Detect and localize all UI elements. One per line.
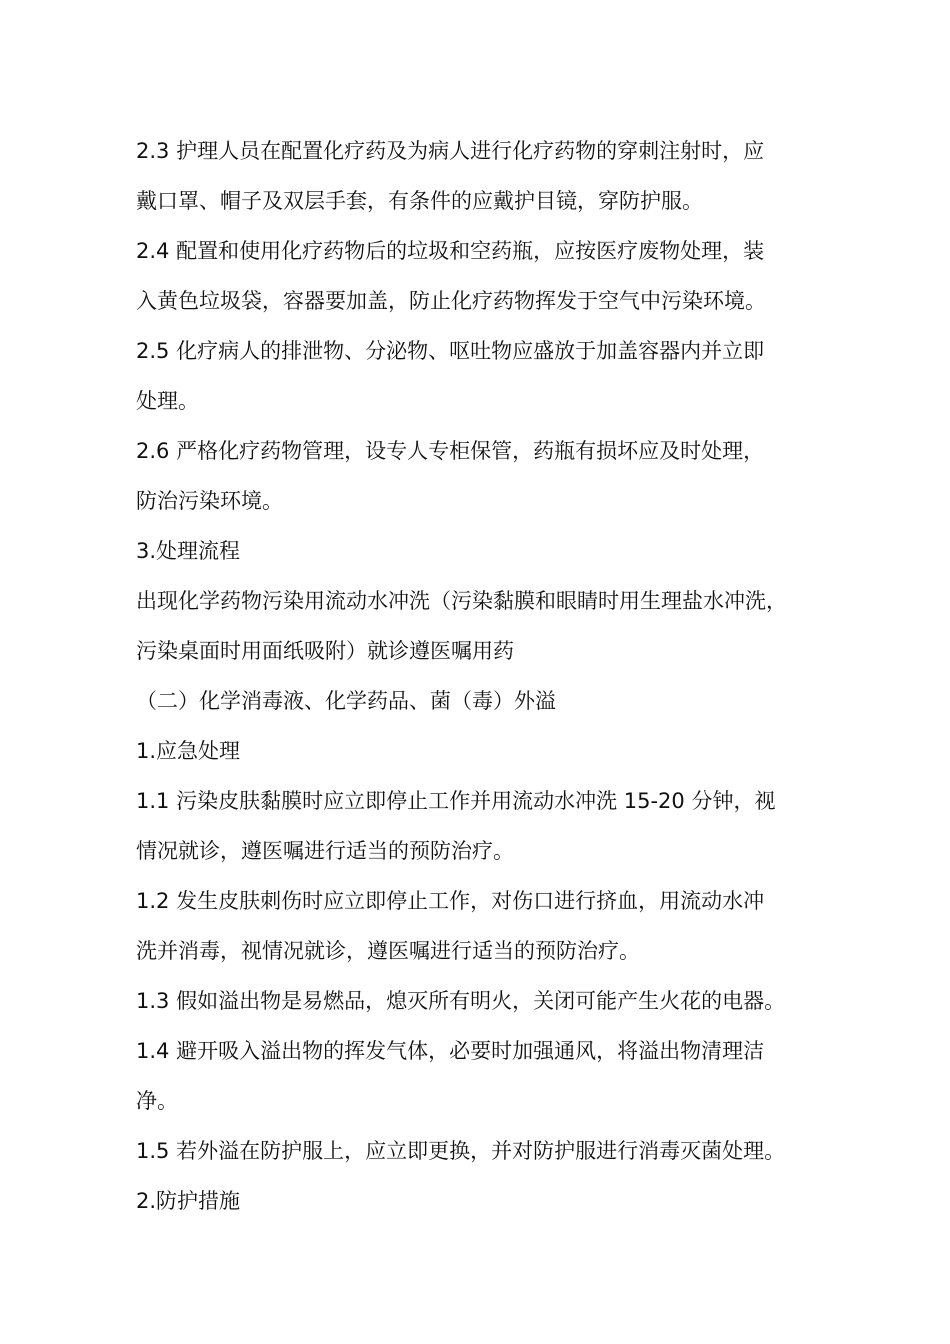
text-line-16: 1.2 发生皮肤刺伤时应立即停止工作，对伤口进行挤血，用流动水冲 <box>136 889 765 913</box>
section-heading-emergency: 1.应急处理 <box>136 739 241 763</box>
text-line-17: 洗并消毒，视情况就诊，遵医嘱进行适当的预防治疗。 <box>136 939 640 963</box>
section-heading-process: 3.处理流程 <box>136 539 241 563</box>
text-line-19: 1.4 避开吸入溢出物的挥发气体，必要时加强通风，将溢出物清理洁 <box>136 1039 765 1063</box>
text-line-3: 2.4 配置和使用化疗药物后的垃圾和空药瓶，应按医疗废物处理，装 <box>136 239 765 263</box>
text-line-4: 入黄色垃圾袋，容器要加盖，防止化疗药物挥发于空气中污染环境。 <box>136 289 766 313</box>
text-line-18: 1.3 假如溢出物是易燃品，熄灭所有明火，关闭可能产生火花的电器。 <box>136 989 786 1013</box>
text-line-11: 污染桌面时用面纸吸附）就诊遵医嘱用药 <box>136 639 514 663</box>
text-line-2: 戴口罩、帽子及双层手套，有条件的应戴护目镜，穿防护服。 <box>136 189 703 213</box>
text-line-21: 1.5 若外溢在防护服上，应立即更换，并对防护服进行消毒灭菌处理。 <box>136 1139 786 1163</box>
text-line-1: 2.3 护理人员在配置化疗药及为病人进行化疗药物的穿刺注射时，应 <box>136 139 765 163</box>
text-line-20: 净。 <box>136 1089 178 1113</box>
text-line-6: 处理。 <box>136 389 199 413</box>
text-line-10: 出现化学药物污染用流动水冲洗（污染黏膜和眼睛时用生理盐水冲洗， <box>136 589 787 613</box>
section-heading-protection: 2.防护措施 <box>136 1189 241 1213</box>
text-line-8: 防治污染环境。 <box>136 489 283 513</box>
text-line-5: 2.5 化疗病人的排泄物、分泌物、呕吐物应盛放于加盖容器内并立即 <box>136 339 765 363</box>
text-line-15: 情况就诊，遵医嘱进行适当的预防治疗。 <box>136 839 514 863</box>
text-line-14: 1.1 污染皮肤黏膜时应立即停止工作并用流动水冲洗 15-20 分钟，视 <box>136 789 776 813</box>
text-line-7: 2.6 严格化疗药物管理，设专人专柜保管，药瓶有损坏应及时处理， <box>136 439 765 463</box>
section-heading-spill: （二）化学消毒液、化学药品、菌（毒）外溢 <box>136 689 556 713</box>
